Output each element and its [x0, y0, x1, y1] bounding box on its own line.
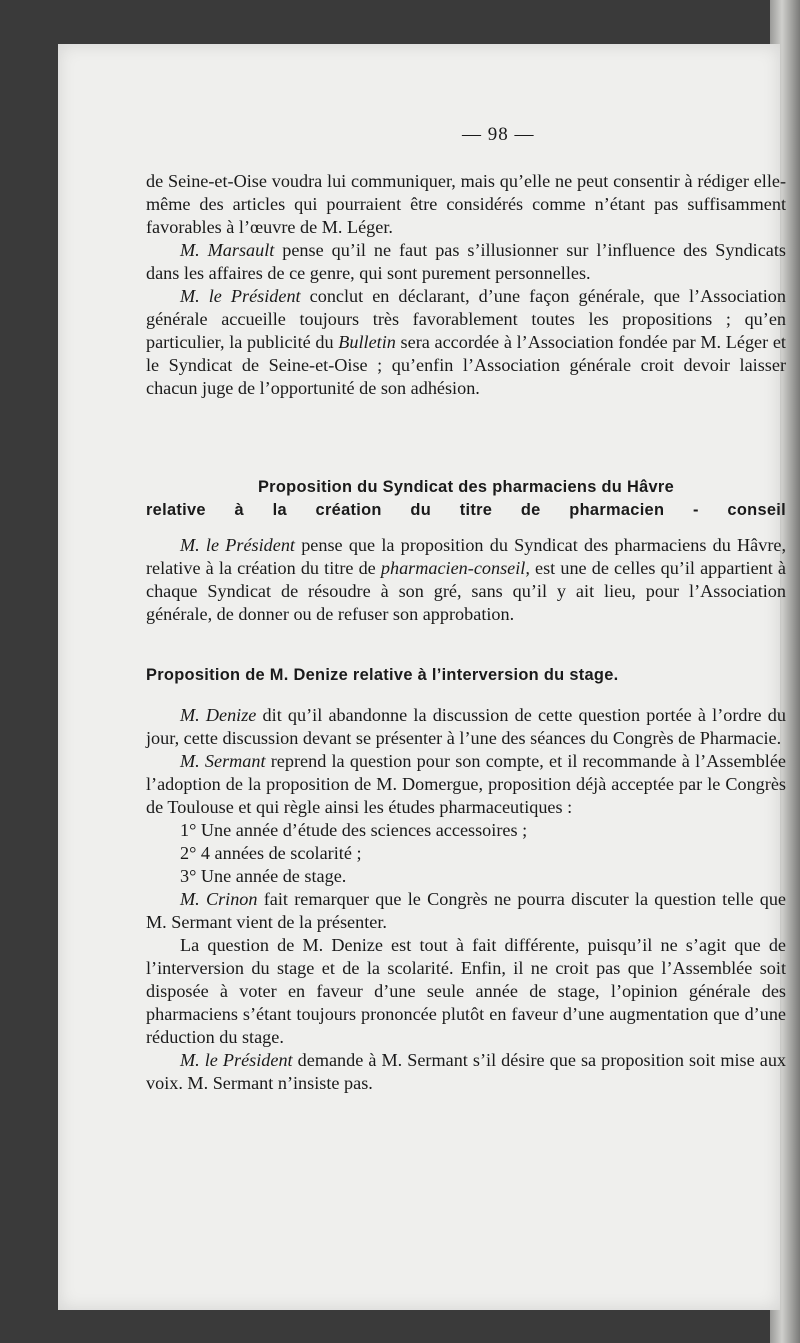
list-item: 1° Une année d’étude des sciences accessoires ; — [180, 820, 528, 840]
italic-term: Bulletin — [338, 332, 396, 352]
section-heading-havre — [146, 476, 786, 522]
mid-paragraphs — [146, 534, 786, 626]
paragraph-text: conclut en déclarant, d’une façon générale, que l’Association générale accueille toujours très favorablement toutes les propositions ; qu’en particulier, la publicité du — [146, 286, 786, 352]
speaker-name: M. le Président — [180, 286, 301, 306]
paragraph-crinon — [146, 888, 786, 934]
speaker-name: M. Denize — [180, 705, 257, 725]
top-paragraphs — [146, 170, 786, 400]
paragraph-text: fait remarquer que le Congrès ne pourra discuter la question telle que M. Sermant vient de la présenter. — [146, 889, 786, 932]
speaker-name: M. Sermant — [180, 751, 266, 771]
paragraph-text: dit qu’il abandonne la discussion de cette question portée à l’ordre du jour, cette discussion devant se présenter à l’une des séances du Congrès de Pharmacie. — [146, 705, 786, 748]
paragraph-text: demande à M. Sermant s’il désire que sa proposition soit mise aux voix. M. Sermant n’insiste pas. — [146, 1050, 787, 1093]
bottom-paragraphs — [146, 704, 786, 1095]
paragraph-text: pense qu’il ne faut pas s’illusionner sur l’influence des Syndicats dans les affaires de ce genre, qui sont purement personnelles. — [146, 240, 786, 283]
paragraph-text: reprend la question pour son compte, et il recommande à l’Assemblée l’adoption de la proposition de M. Domergue, proposition déjà acceptée par le Congrès de Toulouse et qui règle ainsi les études pharmaceutiques : — [146, 751, 786, 817]
speaker-name: M. le Président — [180, 1050, 293, 1070]
paragraph-text: sera accordée à l’Association fondée par M. Léger et le Syndicat de Seine-et-Oise ; qu’enfin l’Association générale croit devoir laisser chacun juge de l’opportunité de son adhésion. — [146, 332, 786, 398]
paragraph-continuation: de Seine-et-Oise voudra lui communiquer, mais qu’elle ne peut consentir à rédiger elle-même des articles qui pourraient être considérés comme n’étant pas suffisamment favorables à l’œuvre de M. Léger. — [146, 171, 786, 237]
paragraph-denize — [146, 704, 786, 750]
italic-term: pharmacien-conseil, — [380, 558, 530, 578]
paragraph-sermant — [146, 750, 786, 819]
list-item: 3° Une année de stage. — [180, 866, 347, 886]
speaker-name: M. le Président — [180, 535, 295, 555]
paragraph-text: pense que la proposition du Syndicat des pharmaciens du Hâvre, relative à la création du titre de — [146, 535, 786, 578]
speaker-name: M. Marsault — [180, 240, 275, 260]
paragraph-question: La question de M. Denize est tout à fait différente, puisqu’il ne s’agit que de l’interversion du stage et de la scolarité. Enfin, il ne croit pas que l’Assemblée soit disposée à voter en faveur d’une seule année de stage, l’opinion générale des pharmaciens s’étant toujours prononcée plutôt en faveur d’une augmentation que d’une réduction du stage. — [146, 935, 786, 1047]
section-heading-denize — [146, 664, 786, 687]
page-number: — 98 — — [462, 124, 535, 145]
section-heading-line2: relative à la création du titre de pharmacien - conseil — [146, 501, 786, 519]
list-item: 2° 4 années de scolarité ; — [180, 843, 362, 863]
speaker-name: M. Crinon — [180, 889, 258, 909]
paragraph-president-2 — [146, 534, 786, 626]
paragraph-marsault — [146, 239, 786, 285]
paragraph-text: est une de celles qu’il appartient à chaque Syndicat de résoudre à son gré, sans qu’il y ait lieu, pour l’Association générale, de donner ou de refuser son approbation. — [146, 558, 787, 624]
paragraph-president-1 — [146, 285, 786, 400]
section-heading: Proposition de M. Denize relative à l’interversion du stage. — [146, 666, 619, 684]
paragraph-president-3 — [146, 1049, 786, 1095]
section-heading-line1: Proposition du Syndicat des pharmaciens du Hâvre — [257, 478, 675, 496]
book-page — [58, 44, 787, 1310]
